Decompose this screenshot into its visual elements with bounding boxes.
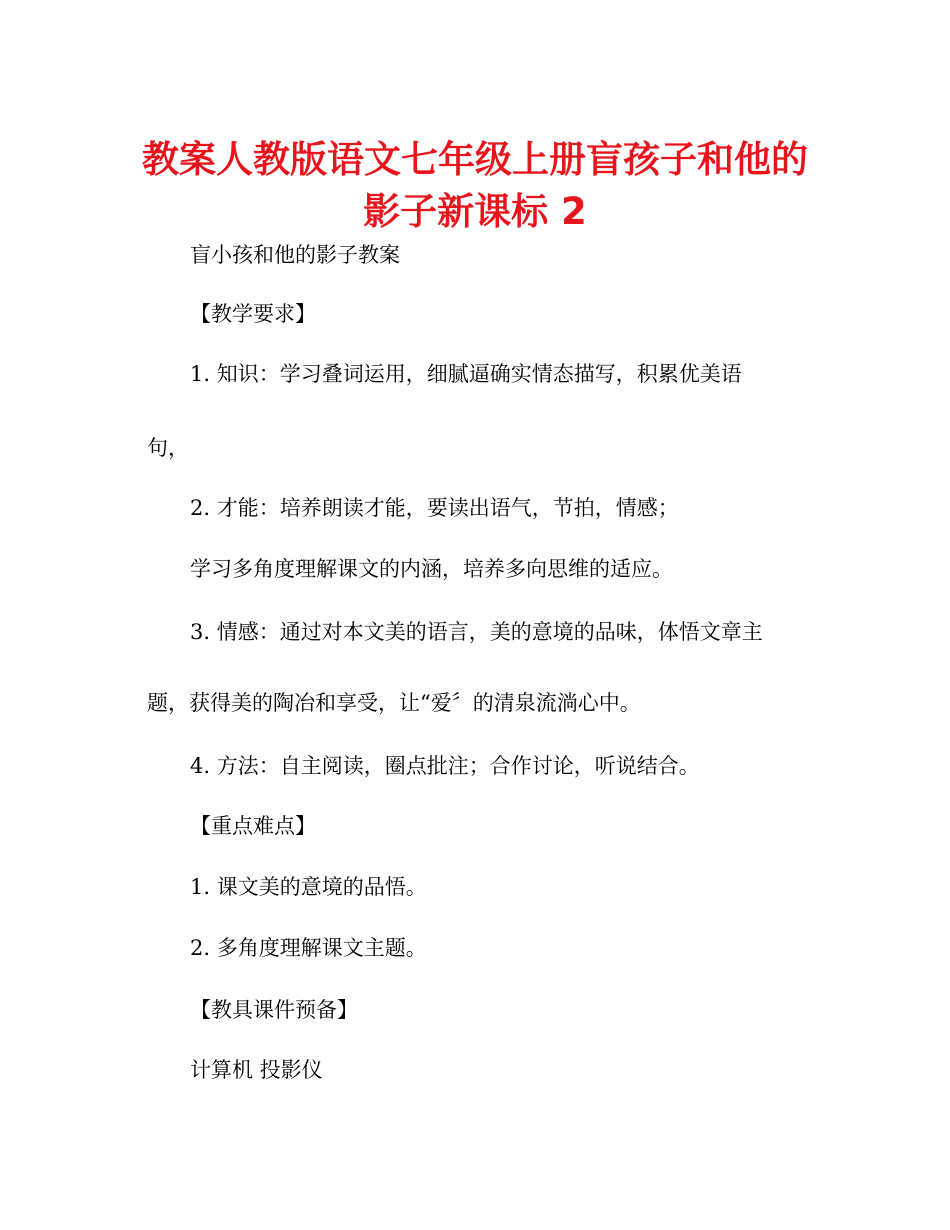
key-point-1: 1. 课文美的意境的品悟。	[190, 875, 427, 899]
requirement-ability: 2. 才能：培养朗读才能，要读出语气，节拍，情感；	[190, 496, 679, 520]
requirement-knowledge: 1. 知识：学习叠词运用，细腻逼确实情态描写，积累优美语	[190, 362, 742, 386]
requirement-emotion-continued: 题，获得美的陶冶和享受，让“爱〞的清泉流淌心中。	[147, 691, 641, 715]
document-title-line-1: 教案人教版语文七年级上册盲孩子和他的	[142, 138, 808, 181]
teaching-aids-list: 计算机 投影仪	[190, 1058, 323, 1082]
requirement-knowledge-continued: 句，	[147, 436, 189, 460]
requirement-method: 4. 方法：自主阅读，圈点批注；合作讨论，听说结合。	[190, 754, 700, 778]
section-heading-key-points: 【重点难点】	[190, 814, 316, 838]
section-heading-requirements: 【教学要求】	[190, 302, 316, 326]
key-point-2: 2. 多角度理解课文主题。	[190, 936, 427, 960]
document-title-line-2: 影子新课标 2	[363, 190, 587, 233]
requirement-emotion: 3. 情感：通过对本文美的语言，美的意境的品味，体悟文章主	[190, 620, 763, 644]
section-heading-teaching-aids: 【教具课件预备】	[190, 998, 358, 1022]
requirement-ability-continued: 学习多角度理解课文的内涵，培养多向思维的适应。	[190, 557, 673, 581]
lesson-plan-heading: 盲小孩和他的影子教案	[190, 243, 400, 267]
